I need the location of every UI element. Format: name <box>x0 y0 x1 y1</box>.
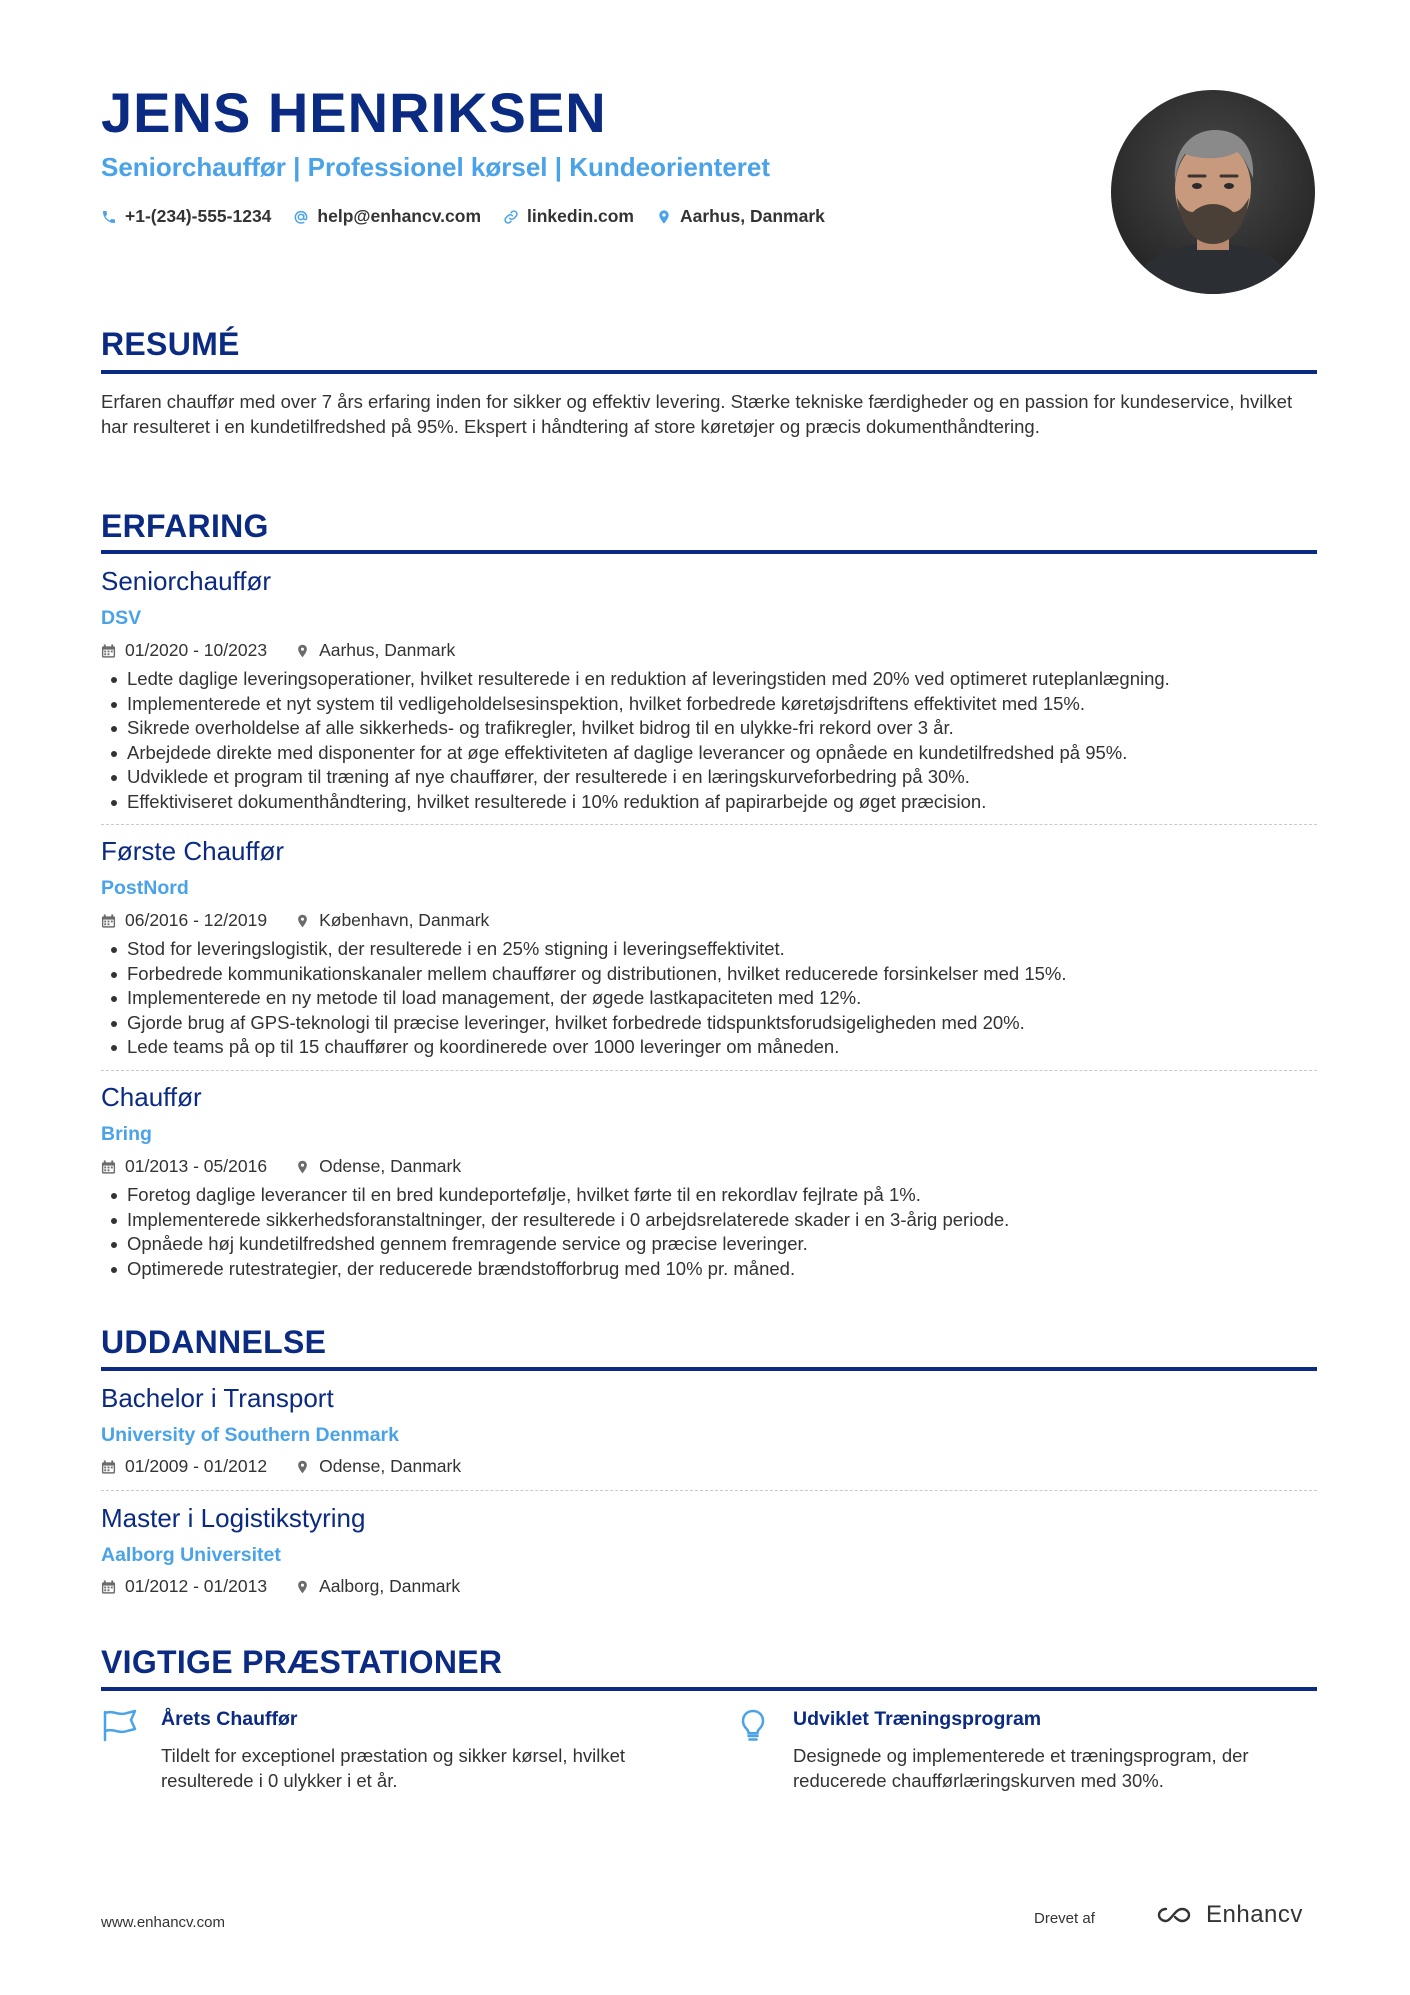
list-item: Ledte daglige leveringsoperationer, hvilket resulterede i en reduktion af leveringstiden med 20% ved optimeret ruteplanlægning. <box>101 667 1317 692</box>
calendar-icon <box>101 1579 116 1595</box>
achievements-heading: VIGTIGE PRÆSTATIONER <box>101 1644 503 1680</box>
job-company: DSV <box>101 607 142 629</box>
summary-text: Erfaren chauffør med over 7 års erfaring inden for sikker og effektiv levering. Stærke tekniske færdigheder og en passion for kundeservice, hvilket har resulteret i en kundetilfredshed på 95%. Ekspert i håndtering af store køretøjer og præcis dokumenthåndtering. <box>101 391 1293 437</box>
profile-portrait-illustration <box>1111 90 1315 294</box>
list-item: Lede teams på op til 15 chauffører og koordinerede over 1000 leveringer om måneden. <box>101 1035 1317 1060</box>
achievement-title: Udviklet Træningsprogram <box>793 1708 1042 1730</box>
education-meta <box>101 1456 489 1477</box>
enhancv-logo[interactable] <box>1152 1901 1303 1929</box>
enhancv-logo-icon <box>1152 1903 1198 1927</box>
contact-phone-text: +1-(234)-555-1234 <box>125 206 272 226</box>
location-pin-icon <box>656 209 672 225</box>
contact-bar <box>101 206 825 227</box>
link-icon <box>503 209 519 225</box>
job-location: Odense, Danmark <box>319 1156 462 1176</box>
education-degree: Bachelor i Transport <box>101 1383 334 1413</box>
candidate-name: JENS HENRIKSEN <box>101 81 607 144</box>
contact-location <box>656 206 825 227</box>
job-role: Første Chauffør <box>101 836 285 866</box>
footer-powered-by: Drevet af <box>1034 1910 1095 1927</box>
job-dates: 01/2013 - 05/2016 <box>125 1156 268 1176</box>
job-location: Aarhus, Danmark <box>319 640 456 660</box>
lightbulb-icon <box>733 1708 773 1742</box>
job-bullets <box>101 937 1317 1060</box>
experience-heading: ERFARING <box>101 508 269 544</box>
contact-linkedin-text: linkedin.com <box>527 206 634 226</box>
education-dates: 01/2012 - 01/2013 <box>125 1576 268 1596</box>
location-pin-icon <box>295 1459 310 1475</box>
education-school: University of Southern Denmark <box>101 1424 399 1446</box>
contact-email[interactable] <box>293 206 481 227</box>
calendar-icon <box>101 913 116 929</box>
phone-icon <box>101 209 117 225</box>
education-heading: UDDANNELSE <box>101 1324 327 1360</box>
education-meta <box>101 1576 488 1597</box>
job-bullets <box>101 1183 1317 1281</box>
list-item: Opnåede høj kundetilfredshed gennem fremragende service og præcise leveringer. <box>101 1232 1317 1257</box>
at-icon <box>293 209 309 225</box>
list-item: Implementerede et nyt system til vedligeholdelsesinspektion, hvilket forbedrede køretøjsdriftens effektivitet med 15%. <box>101 692 1317 717</box>
summary-divider <box>101 370 1317 374</box>
list-item: Arbejdede direkte med disponenter for at øge effektiviteten af daglige leverancer og opnåede en kundetilfredshed på 95%. <box>101 741 1317 766</box>
job-meta <box>101 910 517 931</box>
list-item: Optimerede rutestrategier, der reducerede brændstofforbrug med 10% pr. måned. <box>101 1257 1317 1282</box>
contact-location-text: Aarhus, Danmark <box>679 206 825 226</box>
flag-icon <box>101 1708 141 1742</box>
list-item: Sikrede overholdelse af alle sikkerheds- og trafikregler, hvilket bidrog til en ulykke-fri rekord over 3 år. <box>101 716 1317 741</box>
job-company: Bring <box>101 1123 152 1145</box>
list-item: Udviklede et program til træning af nye chauffører, der resulterede i en læringskurveforbedring på 30%. <box>101 765 1317 790</box>
calendar-icon <box>101 643 116 659</box>
list-item: Implementerede en ny metode til load management, der øgede lastkapaciteten med 12%. <box>101 986 1317 1011</box>
contact-phone[interactable] <box>101 206 271 227</box>
achievement-title: Årets Chauffør <box>161 1708 298 1730</box>
entry-separator <box>101 1070 1317 1071</box>
job-bullets <box>101 667 1317 814</box>
location-pin-icon <box>295 643 310 659</box>
list-item: Implementerede sikkerhedsforanstaltninger, der resulterede i 0 arbejdsrelaterede skader i en 3-årig periode. <box>101 1208 1317 1233</box>
entry-separator <box>101 1490 1317 1491</box>
job-dates: 06/2016 - 12/2019 <box>125 910 268 930</box>
education-location: Aalborg, Danmark <box>319 1576 461 1596</box>
list-item: Stod for leveringslogistik, der resulterede i en 25% stigning i leveringseffektivitet. <box>101 937 1317 962</box>
job-company: PostNord <box>101 877 189 899</box>
candidate-tagline: Seniorchauffør | Professionel kørsel | Kundeorienteret <box>101 152 771 182</box>
achievement-description: Tildelt for exceptionel præstation og sikker kørsel, hvilket resulterede i 0 ulykker i et år. <box>161 1745 626 1791</box>
enhancv-brand-text: Enhancv <box>1206 1901 1303 1928</box>
calendar-icon <box>101 1459 116 1475</box>
education-dates: 01/2009 - 01/2012 <box>125 1456 268 1476</box>
list-item: Foretog daglige leverancer til en bred kundeportefølje, hvilket førte til en rekordlav fejlrate på 1%. <box>101 1183 1317 1208</box>
achievement-description: Designede og implementerede et træningsprogram, der reducerede chaufførlæringskurven med 30%. <box>793 1745 1249 1791</box>
location-pin-icon <box>295 913 310 929</box>
profile-photo <box>1111 90 1315 294</box>
entry-separator <box>101 824 1317 825</box>
location-pin-icon <box>295 1159 310 1175</box>
job-role: Seniorchauffør <box>101 566 272 596</box>
location-pin-icon <box>295 1579 310 1595</box>
job-location: København, Danmark <box>319 910 490 930</box>
experience-divider <box>101 550 1317 554</box>
contact-linkedin[interactable] <box>503 206 634 227</box>
contact-email-text: help@enhancv.com <box>317 206 482 226</box>
education-divider <box>101 1367 1317 1371</box>
list-item: Forbedrede kommunikationskanaler mellem chauffører og distributionen, hvilket reducerede forsinkelser med 15%. <box>101 962 1317 987</box>
list-item: Effektiviseret dokumenthåndtering, hvilket resulterede i 10% reduktion af papirarbejde og øget præcision. <box>101 790 1317 815</box>
education-school: Aalborg Universitet <box>101 1544 281 1566</box>
job-meta <box>101 1156 489 1177</box>
achievements-divider <box>101 1687 1317 1691</box>
summary-heading: RESUMÉ <box>101 326 240 362</box>
job-meta <box>101 640 483 661</box>
job-role: Chauffør <box>101 1082 202 1112</box>
calendar-icon <box>101 1159 116 1175</box>
job-dates: 01/2020 - 10/2023 <box>125 640 268 660</box>
list-item: Gjorde brug af GPS-teknologi til præcise leveringer, hvilket forbedrede tidspunktsforudsigeligheden med 20%. <box>101 1011 1317 1036</box>
education-degree: Master i Logistikstyring <box>101 1503 366 1533</box>
education-location: Odense, Danmark <box>319 1456 462 1476</box>
footer-website-link[interactable]: www.enhancv.com <box>101 1914 225 1931</box>
